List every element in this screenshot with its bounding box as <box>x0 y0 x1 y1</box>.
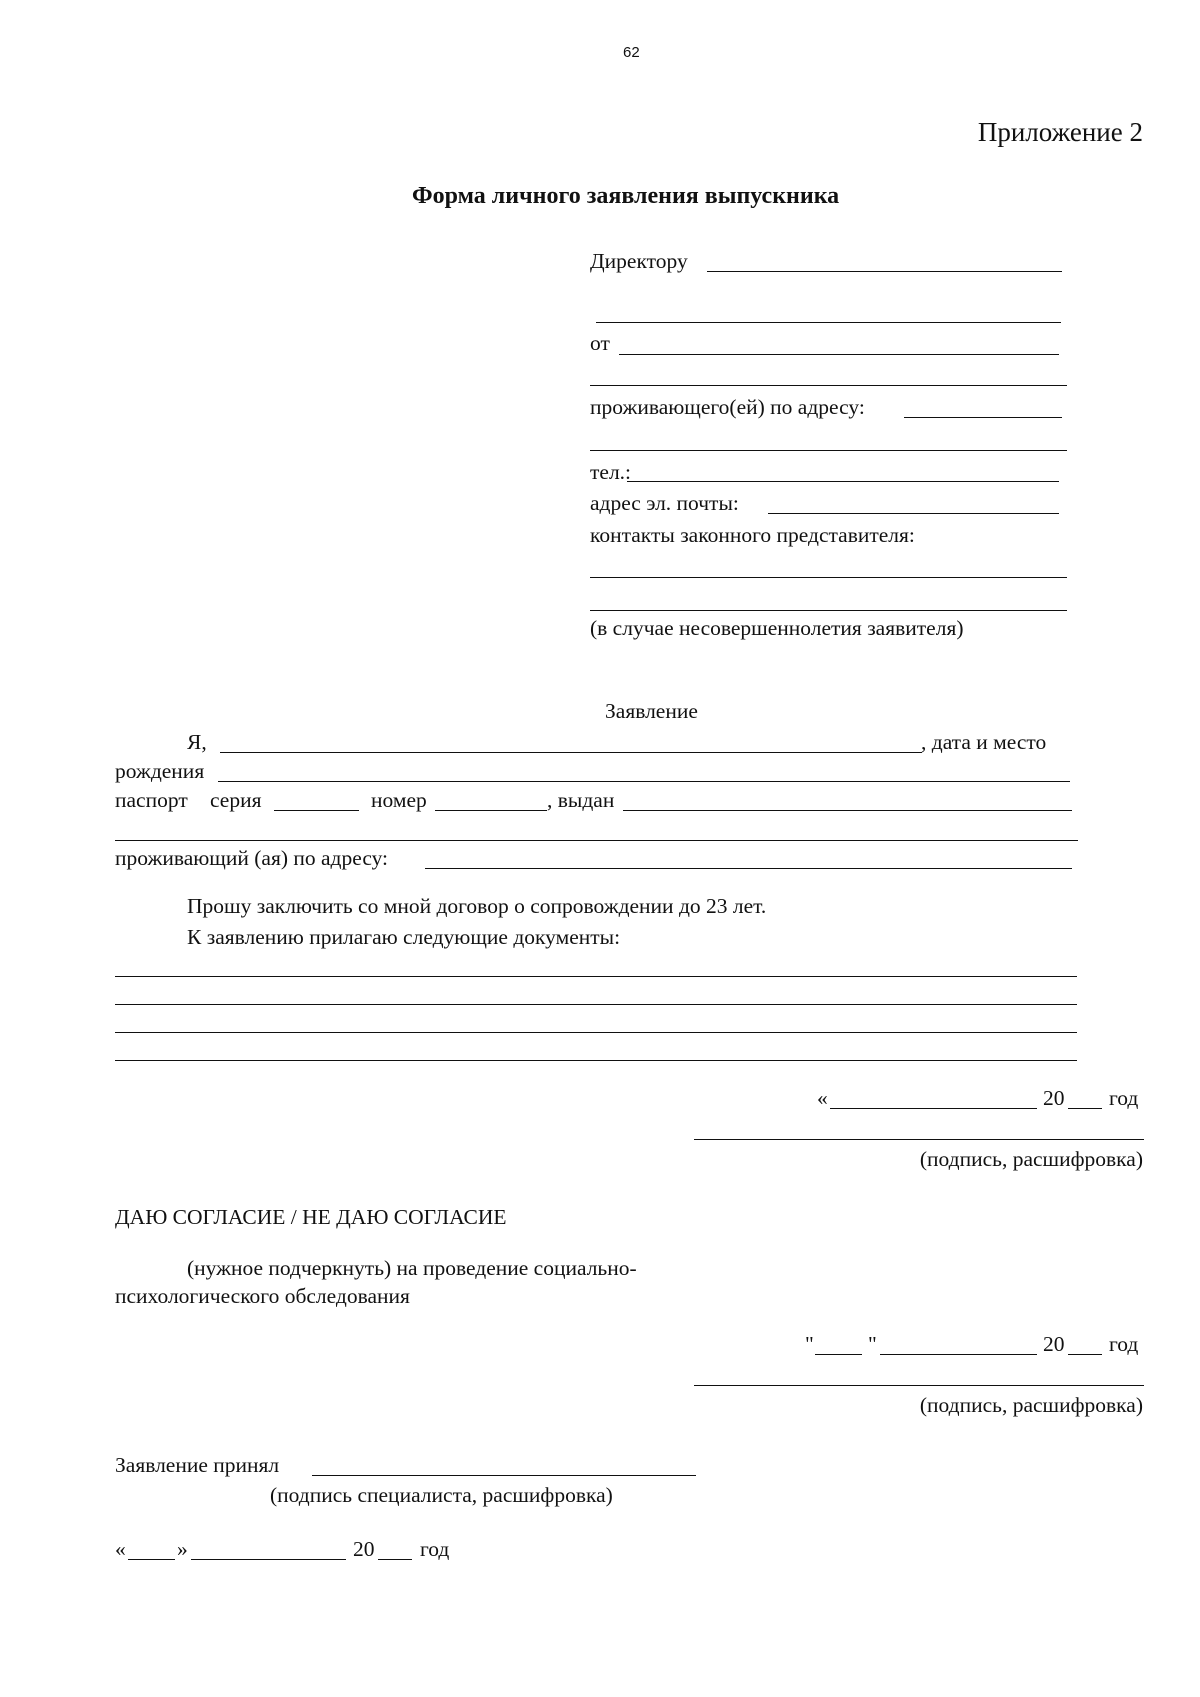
attachment-line-1[interactable] <box>115 976 1077 977</box>
accepted-quote-open: « <box>115 1537 126 1561</box>
accepted-year: 20 <box>353 1537 375 1561</box>
name-line[interactable] <box>220 752 922 753</box>
accepted-day-line[interactable] <box>128 1559 175 1560</box>
issued-label: , выдан <box>547 788 615 812</box>
residing-label: проживающего(ей) по адресу: <box>590 395 865 419</box>
issued-line[interactable] <box>623 810 1072 811</box>
page-number: 62 <box>623 44 640 61</box>
birth-label: рождения <box>115 759 205 783</box>
guardian-line[interactable] <box>590 577 1067 578</box>
sign2-day-line[interactable] <box>815 1354 862 1355</box>
attach-text: К заявлению прилагаю следующие документы: <box>187 925 621 949</box>
accepted-year-line[interactable] <box>378 1559 412 1560</box>
birth-line[interactable] <box>218 781 1070 782</box>
attachment-line-2[interactable] <box>115 1004 1077 1005</box>
email-line[interactable] <box>768 513 1059 514</box>
address-line[interactable] <box>425 868 1072 869</box>
address-label: проживающий (ая) по адресу: <box>115 846 389 870</box>
director-line[interactable] <box>707 271 1062 272</box>
sign2-month-line[interactable] <box>880 1354 1037 1355</box>
from-label: от <box>590 331 610 355</box>
sign2-quote-close: " <box>868 1332 877 1356</box>
series-label: серия <box>210 788 262 812</box>
from-line[interactable] <box>619 354 1059 355</box>
residing-line[interactable] <box>904 417 1062 418</box>
director-line-2[interactable] <box>596 322 1061 323</box>
sign1-god: год <box>1109 1086 1139 1110</box>
email-label: адрес эл. почты: <box>590 491 739 515</box>
guardian-line-2[interactable] <box>590 610 1067 611</box>
form-title: Форма личного заявления выпускника <box>412 183 840 209</box>
appendix-label: Приложение 2 <box>977 117 1143 147</box>
number-line[interactable] <box>435 810 547 811</box>
accepted-caption: (подпись специалиста, расшифровка) <box>270 1483 613 1507</box>
sign2-year: 20 <box>1043 1332 1065 1356</box>
sign2-quote-open: " <box>805 1332 814 1356</box>
sign1-year: 20 <box>1043 1086 1065 1110</box>
sign2-caption: (подпись, расшифровка) <box>919 1393 1143 1417</box>
series-line[interactable] <box>274 810 359 811</box>
accepted-god: год <box>420 1537 450 1561</box>
birth-tail: , дата и место <box>921 730 1047 754</box>
guardian-label: контакты законного представителя: <box>590 523 915 547</box>
sign2-year-line[interactable] <box>1068 1354 1102 1355</box>
consent-line-2: психологического обследования <box>115 1284 410 1308</box>
sign1-quote: « <box>817 1086 828 1110</box>
number-label: номер <box>371 788 427 812</box>
sign2-god: год <box>1109 1332 1139 1356</box>
accepted-quote-close: » <box>177 1537 188 1561</box>
sign1-date-line[interactable] <box>830 1108 1037 1109</box>
phone-label: тел.: <box>590 460 632 484</box>
director-label: Директору <box>590 249 688 273</box>
passport-line-2[interactable] <box>115 840 1078 841</box>
accepted-month-line[interactable] <box>191 1559 346 1560</box>
consent-line-1: (нужное подчеркнуть) на проведение социально- <box>187 1256 637 1280</box>
phone-line[interactable] <box>627 481 1059 482</box>
passport-label: паспорт <box>115 788 188 812</box>
sign1-signature-line[interactable] <box>694 1139 1144 1140</box>
attachment-line-3[interactable] <box>115 1032 1077 1033</box>
application-heading: Заявление <box>605 699 698 723</box>
sign1-caption: (подпись, расшифровка) <box>919 1147 1143 1171</box>
sign2-signature-line[interactable] <box>694 1385 1144 1386</box>
guardian-note: (в случае несовершеннолетия заявителя) <box>590 616 964 640</box>
request-text: Прошу заключить со мной договор о сопровождении до 23 лет. <box>187 894 767 918</box>
residing-line-2[interactable] <box>590 450 1067 451</box>
sign1-year-line[interactable] <box>1068 1108 1102 1109</box>
from-line-2[interactable] <box>590 385 1067 386</box>
accepted-label: Заявление принял <box>115 1453 280 1477</box>
i-label: Я, <box>187 730 207 754</box>
accepted-line[interactable] <box>312 1475 696 1476</box>
consent-title: ДАЮ СОГЛАСИЕ / НЕ ДАЮ СОГЛАСИЕ <box>115 1205 507 1229</box>
attachment-line-4[interactable] <box>115 1060 1077 1061</box>
